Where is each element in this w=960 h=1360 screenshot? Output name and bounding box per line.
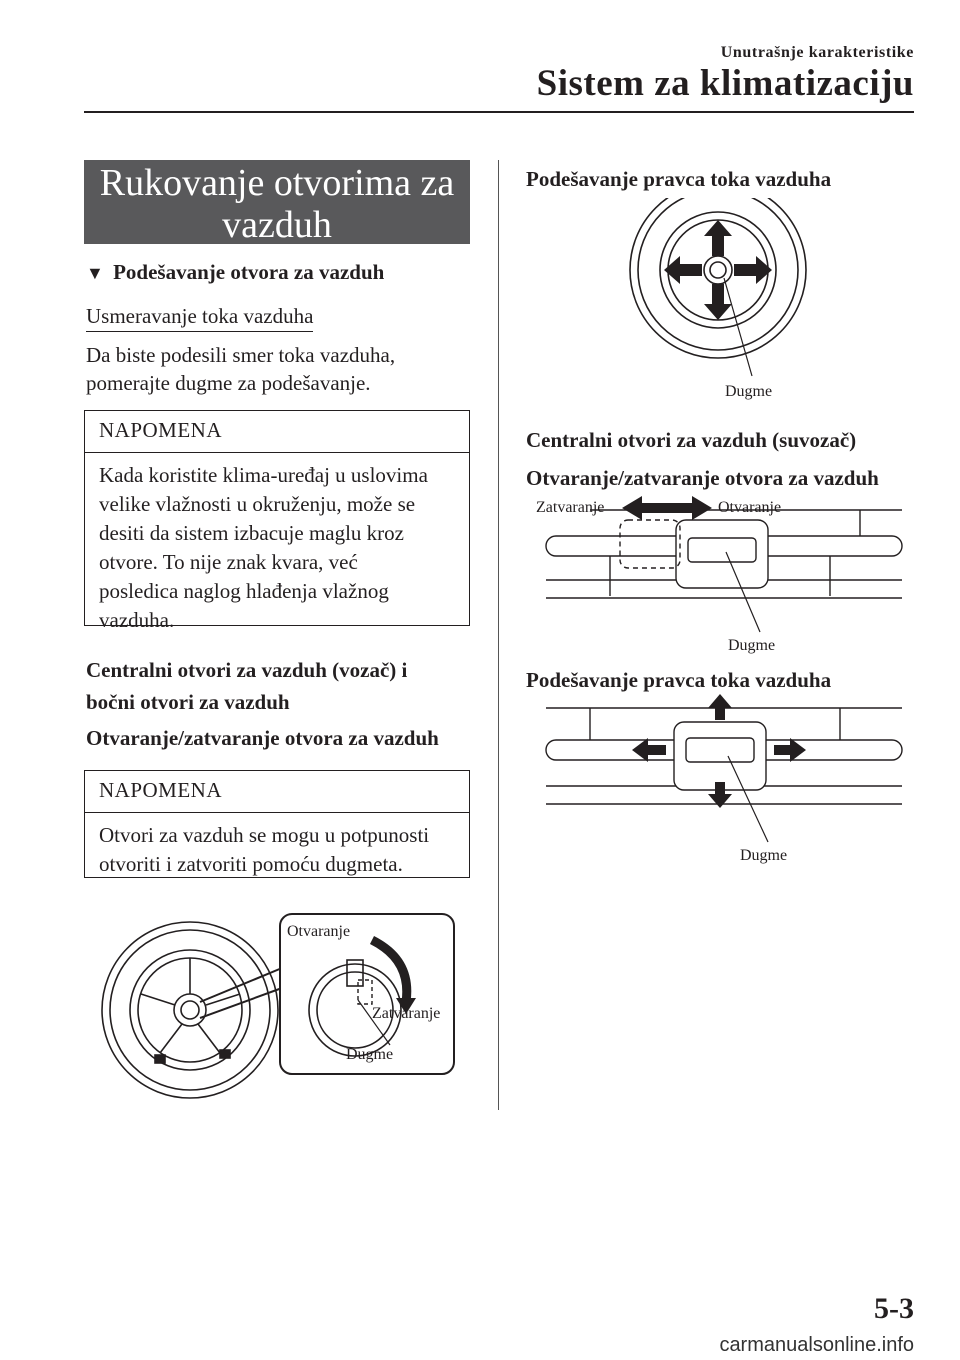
note-heading: NAPOMENA: [85, 411, 469, 453]
note-line: Kada koristite klima-uređaj u uslovima: [99, 463, 428, 487]
central-vents-heading-line1: Centralni otvori za vazduh (vozač) i: [86, 658, 408, 682]
note-heading: NAPOMENA: [85, 771, 469, 813]
note-line: otvoriti i zatvoriti pomoću dugmeta.: [99, 852, 403, 876]
intro-line-1: Da biste podesili smer toka vazduha,: [86, 343, 396, 367]
close-label: Zatvaranje: [372, 1005, 441, 1022]
subsection-title: Podešavanje otvora za vazduh: [113, 260, 385, 284]
open-close-heading: Otvaranje/zatvaranje otvora za vazduh: [86, 726, 439, 750]
direction-heading-2: Podešavanje pravca toka vazduha: [526, 668, 832, 692]
intro-line-2: pomerajte dugme za podešavanje.: [86, 371, 371, 395]
note-line: velike vlažnosti u okruženju, može se: [99, 492, 416, 516]
intro-paragraph: [86, 341, 395, 397]
open-close-heading-right: Otvaranje/zatvaranje otvora za vazduh: [526, 466, 879, 490]
open-label: Otvaranje: [287, 923, 351, 940]
section-title-box: [84, 160, 470, 244]
note-line: otvore. To nije znak kvara, već: [99, 550, 358, 574]
note-line: vazduha.: [99, 608, 175, 632]
knob-label: Dugme: [728, 637, 776, 654]
knob-label: Dugme: [725, 383, 773, 400]
passenger-vents-heading: Centralni otvori za vazduh (suvozač): [526, 428, 857, 452]
watermark: carmanualsonline.info: [719, 1334, 914, 1356]
direction-heading-1: Podešavanje pravca toka vazduha: [526, 167, 832, 191]
note-box-1: [84, 410, 470, 632]
column-divider: [498, 160, 499, 1110]
section-title-line2: vazduh: [222, 204, 332, 246]
triangle-marker-icon: ▼: [86, 263, 104, 283]
section-header: Unutrašnje karakteristike: [720, 44, 914, 61]
note-line: posledica naglog hlađenja vlažnog: [99, 579, 389, 603]
note-line: Otvori za vazduh se mogu u potpunosti: [99, 823, 430, 847]
note-line: desiti da sistem izbacuje maglu kroz: [99, 521, 404, 545]
note-box-2: [84, 770, 470, 878]
slot-vent-open-close-figure: [530, 492, 910, 662]
central-vents-heading: [86, 654, 407, 718]
knob-label: Dugme: [346, 1046, 394, 1063]
round-vent-knob-figure: [100, 910, 460, 1110]
knob-label: Dugme: [740, 847, 788, 864]
underlined-heading: Usmeravanje toka vazduha: [86, 302, 313, 332]
subsection-heading: [86, 260, 384, 285]
round-vent-direction-figure: [620, 198, 810, 408]
header-divider: [84, 111, 914, 113]
central-vents-heading-line2: bočni otvori za vazduh: [86, 690, 290, 714]
note-body: [85, 813, 469, 889]
chapter-title: Sistem za klimatizaciju: [536, 63, 914, 104]
section-title-line1: Rukovanje otvorima za: [99, 162, 455, 204]
slot-vent-direction-figure: [530, 692, 910, 872]
close-label: Zatvaranje: [536, 499, 605, 516]
open-label: Otvaranje: [718, 499, 782, 516]
page-number: 5-3: [874, 1292, 914, 1325]
note-body: [85, 453, 469, 645]
